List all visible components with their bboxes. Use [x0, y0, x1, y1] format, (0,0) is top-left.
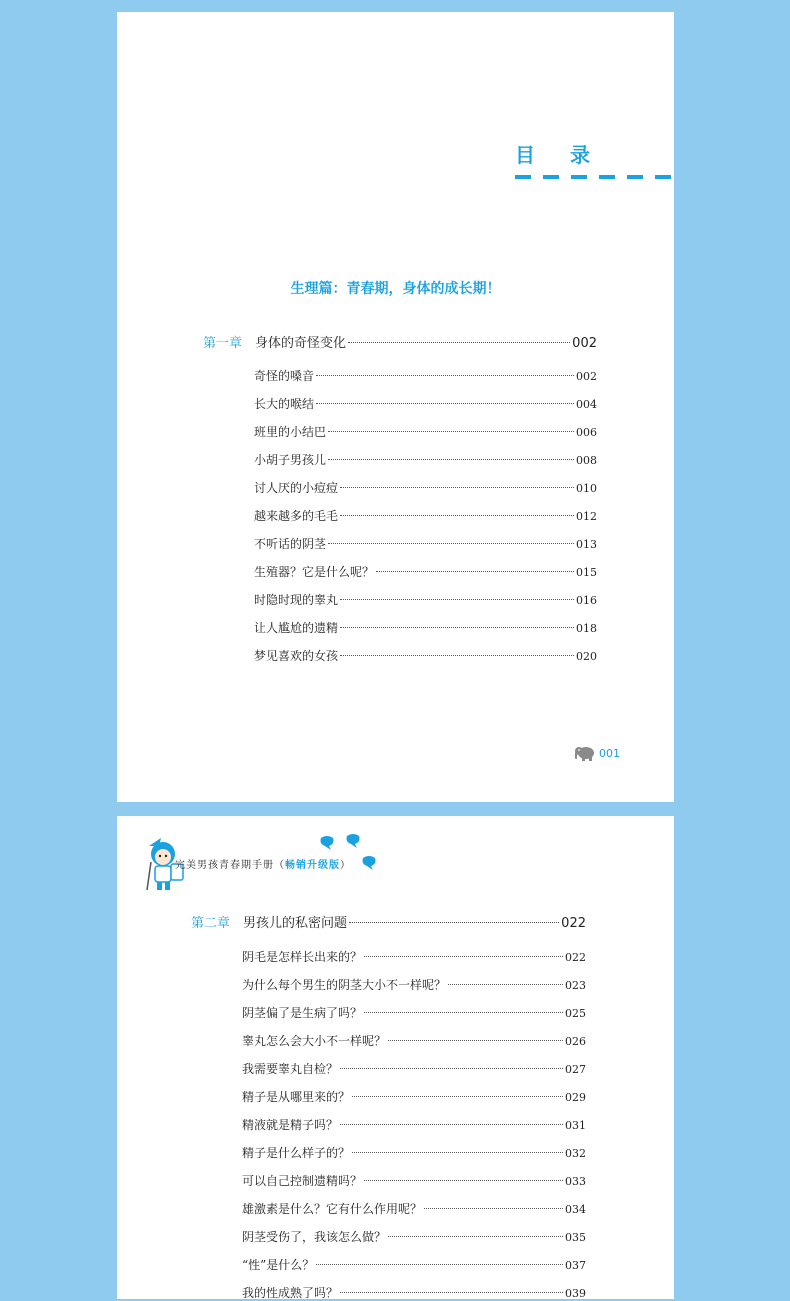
toc-entry[interactable] [254, 563, 597, 580]
entry-page: 015 [576, 566, 597, 579]
chapter-number: 第一章 [203, 336, 243, 351]
entry-title: 奇怪的嗓音 [254, 369, 315, 383]
leader-dots [340, 655, 574, 656]
leader-dots [364, 956, 563, 957]
leader-dots [349, 922, 559, 923]
section-title: 生理篇：青春期，身体的成长期！ [290, 281, 501, 297]
leader-dots [340, 627, 574, 628]
entry-title: 班里的小结巴 [254, 425, 327, 439]
edition-label: 畅销升级版 [285, 860, 340, 871]
leader-dots [388, 1236, 563, 1237]
chapter-name: 男孩儿的私密问题 [243, 916, 348, 931]
leader-dots [328, 431, 574, 432]
entry-title: 可以自己控制遗精吗？ [242, 1174, 363, 1188]
speech-bubble-icon [345, 834, 361, 848]
entry-page: 013 [576, 538, 597, 551]
leader-dots [316, 1264, 563, 1265]
leader-dots [340, 1292, 563, 1293]
entry-page: 031 [565, 1119, 586, 1132]
leader-dots [348, 342, 570, 343]
entry-page: 010 [576, 482, 597, 495]
toc-entry[interactable] [254, 535, 597, 552]
toc-entry[interactable] [242, 1256, 586, 1273]
chapter-page: 002 [572, 336, 597, 351]
entry-title: 精子是什么样子的？ [242, 1146, 351, 1160]
entry-page: 033 [565, 1175, 586, 1188]
leader-dots [388, 1040, 563, 1041]
toc-entry[interactable] [242, 1060, 586, 1077]
toc-entry[interactable] [242, 1004, 586, 1021]
chapter-name: 身体的奇怪变化 [255, 336, 347, 351]
leader-dots [340, 1068, 563, 1069]
page-number: 001 [599, 746, 620, 760]
entry-title: 阴毛是怎样长出来的？ [242, 950, 363, 964]
toc-entry[interactable] [254, 591, 597, 608]
entry-title: 生殖器？它是什么呢？ [254, 565, 375, 579]
chapter-heading[interactable] [191, 912, 586, 931]
entry-title: 我的性成熟了吗？ [242, 1286, 339, 1300]
leader-dots [316, 375, 574, 376]
toc-entry[interactable] [242, 976, 586, 993]
leader-dots [328, 459, 574, 460]
toc-entry[interactable] [254, 507, 597, 524]
toc-title: 目 录 [515, 143, 604, 167]
entry-page: 027 [565, 1063, 586, 1076]
entry-title: 阴茎受伤了，我该怎么做？ [242, 1230, 387, 1244]
book-title: 完美男孩青春期手册 [175, 860, 274, 871]
toc-entry[interactable] [254, 367, 597, 384]
leader-dots [448, 984, 563, 985]
toc-entry[interactable] [242, 948, 586, 965]
chapter-number: 第二章 [191, 916, 231, 931]
entry-page: 029 [565, 1091, 586, 1104]
chapter-page: 022 [561, 916, 586, 931]
entry-page: 016 [576, 594, 597, 607]
title-dash-divider [515, 175, 674, 179]
toc-entry[interactable] [242, 1228, 586, 1245]
entry-page: 023 [565, 979, 586, 992]
entry-page: 002 [576, 370, 597, 383]
entry-title: 阴茎偏了是生病了吗？ [242, 1006, 363, 1020]
entry-title: “性”是什么？ [242, 1258, 315, 1272]
edition-paren-open: （ [274, 860, 285, 871]
toc-entry[interactable] [254, 479, 597, 496]
leader-dots [316, 403, 574, 404]
toc-page-2 [117, 816, 674, 1299]
leader-dots [364, 1180, 563, 1181]
running-header [175, 856, 351, 871]
entry-page: 035 [565, 1231, 586, 1244]
entry-page: 025 [565, 1007, 586, 1020]
entry-page: 004 [576, 398, 597, 411]
edition-paren-close: ） [340, 860, 351, 871]
entry-title: 讨人厌的小痘痘 [254, 481, 339, 495]
toc-entry[interactable] [254, 451, 597, 468]
leader-dots [352, 1096, 563, 1097]
leader-dots [328, 543, 574, 544]
toc-entry[interactable] [242, 1088, 586, 1105]
speech-bubble-icon [361, 856, 377, 870]
entry-title: 我需要睾丸自检？ [242, 1062, 339, 1076]
entry-page: 022 [565, 951, 586, 964]
entry-title: 梦见喜欢的女孩 [254, 649, 339, 663]
entry-title: 为什么每个男生的阴茎大小不一样呢？ [242, 978, 447, 992]
entry-page: 039 [565, 1287, 586, 1300]
page-footer [574, 745, 620, 761]
entry-page: 018 [576, 622, 597, 635]
chapter-heading[interactable] [203, 332, 597, 351]
toc-entry[interactable] [242, 1284, 586, 1301]
toc-page-1 [117, 12, 674, 802]
speech-bubble-icon [319, 836, 335, 850]
entry-title: 不听话的阴茎 [254, 537, 327, 551]
toc-entry[interactable] [254, 619, 597, 636]
leader-dots [364, 1012, 563, 1013]
entry-page: 034 [565, 1203, 586, 1216]
entry-title: 时隐时现的睾丸 [254, 593, 339, 607]
entry-title: 精子是从哪里来的？ [242, 1090, 351, 1104]
toc-entry[interactable] [254, 395, 597, 412]
entry-page: 008 [576, 454, 597, 467]
toc-entry[interactable] [242, 1116, 586, 1133]
entry-title: 精液就是精子吗？ [242, 1118, 339, 1132]
leader-dots [376, 571, 574, 572]
entry-page: 037 [565, 1259, 586, 1272]
entry-page: 012 [576, 510, 597, 523]
entry-title: 睾丸怎么会大小不一样呢？ [242, 1034, 387, 1048]
entry-page: 026 [565, 1035, 586, 1048]
toc-entry[interactable] [254, 423, 597, 440]
leader-dots [340, 1124, 563, 1125]
toc-entry[interactable] [242, 1172, 586, 1189]
leader-dots [340, 515, 574, 516]
toc-entry[interactable] [242, 1144, 586, 1161]
toc-entry[interactable] [242, 1200, 586, 1217]
toc-entry[interactable] [254, 647, 597, 664]
leader-dots [340, 599, 574, 600]
entry-title: 小胡子男孩儿 [254, 453, 327, 467]
toc-entry[interactable] [242, 1032, 586, 1049]
entry-title: 雄激素是什么？它有什么作用呢？ [242, 1202, 423, 1216]
entry-page: 032 [565, 1147, 586, 1160]
leader-dots [352, 1152, 563, 1153]
leader-dots [340, 487, 574, 488]
entry-page: 020 [576, 650, 597, 663]
entry-title: 长大的喉结 [254, 397, 315, 411]
entry-title: 越来越多的毛毛 [254, 509, 339, 523]
elephant-icon [574, 745, 596, 761]
entry-title: 让人尴尬的遗精 [254, 621, 339, 635]
entry-page: 006 [576, 426, 597, 439]
leader-dots [424, 1208, 563, 1209]
